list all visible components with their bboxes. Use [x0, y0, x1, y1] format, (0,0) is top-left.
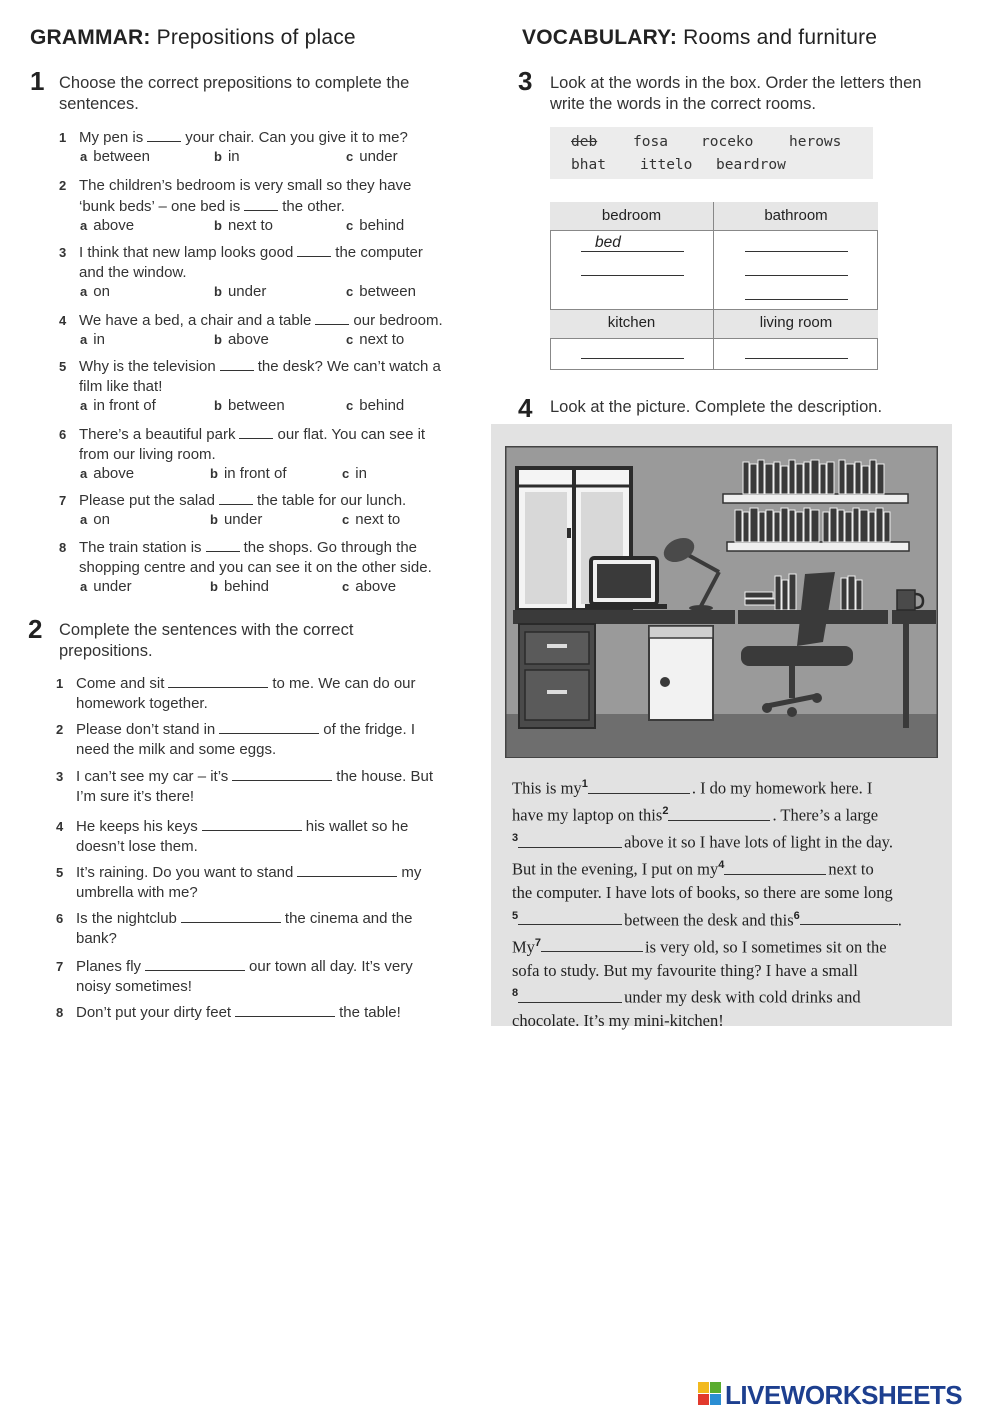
answer-blank[interactable]	[297, 862, 397, 877]
description-text: . I do my homework here. I	[691, 778, 873, 798]
question-text: Is the nightclub	[76, 910, 177, 927]
option-text: between	[227, 397, 285, 414]
bedroom-blank[interactable]	[581, 275, 684, 276]
ex2-question-2	[56, 719, 486, 760]
option-c[interactable]	[342, 465, 367, 482]
question-line	[59, 377, 489, 397]
ex1-question-8	[59, 537, 489, 578]
ex2-instruction-line2: prepositions.	[59, 642, 153, 660]
option-b[interactable]	[214, 148, 240, 165]
option-letter: b	[214, 398, 222, 413]
option-text: next to	[227, 217, 273, 234]
option-b[interactable]	[210, 578, 269, 595]
ex2-question-4	[56, 816, 486, 857]
question-text: the table!	[339, 1004, 401, 1021]
question-text: need the milk and some eggs.	[76, 741, 277, 758]
option-a[interactable]	[80, 465, 134, 482]
question-text: the desk? We can’t watch a	[257, 358, 441, 375]
question-text: I’m sure it’s there!	[76, 788, 195, 805]
question-line	[59, 310, 489, 331]
question-line	[56, 837, 486, 857]
description-line	[512, 800, 942, 827]
room-bathroom: bathroom	[764, 207, 828, 224]
vocabulary-title: Rooms and furniture	[683, 26, 878, 49]
answer-blank[interactable]	[145, 956, 245, 971]
option-letter: c	[346, 284, 354, 299]
word-bhat: bhat	[571, 157, 606, 173]
question-number: 5	[59, 359, 67, 374]
option-text: next to	[355, 511, 401, 528]
word-roceko: roceko	[701, 134, 754, 150]
question-text: my	[401, 864, 422, 881]
question-line	[56, 929, 486, 949]
answer-blank[interactable]	[235, 1002, 335, 1017]
option-letter: a	[80, 332, 88, 347]
option-letter: a	[80, 579, 88, 594]
word-fosa: fosa	[633, 134, 668, 150]
question-line	[59, 558, 489, 578]
description-text: This is my	[512, 778, 582, 798]
question-line	[56, 740, 486, 760]
question-text: homework together.	[76, 695, 208, 712]
option-letter: b	[210, 466, 218, 481]
option-b[interactable]	[214, 217, 273, 234]
description-text: chocolate. It’s my mini-kitchen!	[512, 1011, 724, 1030]
logo-mark	[698, 1382, 722, 1406]
ex4-panel	[491, 424, 952, 1030]
question-line	[59, 127, 489, 148]
answer-blank[interactable]	[202, 816, 302, 831]
ex1-instruction-line1: Choose the correct prepositions to complete the	[59, 74, 410, 92]
answer-blank[interactable]	[239, 424, 273, 439]
gap-blank[interactable]	[518, 909, 622, 925]
gap-blank[interactable]	[668, 805, 770, 821]
description-line	[512, 982, 942, 1009]
description-text: My	[512, 937, 535, 956]
question-line	[56, 883, 486, 903]
grammar-label: GRAMMAR:	[30, 26, 151, 49]
option-letter: c	[346, 218, 354, 233]
option-letter: c	[342, 579, 350, 594]
option-text: in	[355, 465, 367, 482]
ex2-question-6	[56, 908, 486, 949]
ex4-description	[512, 773, 942, 1033]
option-c[interactable]	[342, 511, 400, 528]
gap-number: 5	[512, 909, 519, 922]
mini-fridge	[649, 626, 713, 720]
question-text: umbrella with me?	[76, 884, 198, 901]
question-text: I can’t see my car – it’s	[76, 768, 229, 785]
answer-blank[interactable]	[219, 490, 253, 505]
option-letter: a	[80, 512, 88, 527]
question-text: There’s a beautiful park	[79, 426, 236, 443]
answer-blank[interactable]	[232, 766, 332, 781]
option-b[interactable]	[214, 283, 266, 300]
description-text: .	[897, 910, 902, 929]
option-letter: c	[342, 466, 350, 481]
ex2-question-7	[56, 956, 486, 997]
question-text: his wallet so he	[305, 818, 409, 835]
study-room-illustration	[505, 446, 938, 758]
option-letter: b	[214, 284, 222, 299]
question-line	[59, 445, 489, 465]
description-text: have my laptop on this	[512, 805, 663, 825]
option-letter: b	[214, 149, 222, 164]
ex1-question-4	[59, 310, 489, 331]
option-letter: b	[214, 218, 222, 233]
ex1-number: 1	[30, 66, 45, 96]
question-text: Please put the salad	[79, 492, 215, 509]
gap-number: 1	[581, 778, 588, 790]
gap-number: 4	[718, 859, 725, 871]
ex1-question-6	[59, 424, 489, 465]
rooms-table	[550, 202, 878, 370]
option-text: on	[93, 283, 110, 300]
option-c[interactable]	[342, 578, 396, 595]
laptop	[585, 558, 667, 609]
description-line	[512, 881, 942, 905]
ex2-question-5	[56, 862, 486, 903]
description-text: next to	[828, 859, 874, 879]
room-kitchen: kitchen	[607, 314, 656, 331]
answer-blank[interactable]	[244, 196, 278, 211]
question-line	[59, 537, 489, 558]
option-letter: a	[80, 284, 88, 299]
answer-blank[interactable]	[181, 908, 281, 923]
option-text: above	[93, 465, 135, 482]
question-text: Why is the television	[79, 358, 216, 375]
room-living-room: living room	[759, 314, 833, 331]
question-line	[59, 263, 489, 283]
question-number: 2	[56, 722, 64, 737]
question-line	[59, 490, 489, 511]
question-line	[56, 908, 486, 929]
question-text: noisy sometimes!	[76, 978, 192, 995]
question-text: film like that!	[79, 378, 163, 395]
description-text: But in the evening, I put on my	[512, 859, 719, 879]
question-text: ‘bunk beds’ – one bed is	[79, 198, 241, 215]
option-letter: a	[80, 218, 88, 233]
bathroom-blank-1[interactable]	[745, 251, 848, 252]
word-ittelo: ittelo	[640, 157, 693, 173]
option-text: under	[93, 578, 132, 595]
question-text: We have a bed, a chair and a table	[79, 312, 312, 329]
question-number: 7	[59, 493, 67, 508]
option-a[interactable]	[80, 578, 132, 595]
description-text: above it so I have lots of light in the day.	[624, 832, 893, 852]
question-text: the house. But	[336, 768, 434, 785]
living-room-blank[interactable]	[745, 358, 848, 359]
question-number: 4	[56, 819, 64, 834]
option-text: above	[355, 578, 397, 595]
bathroom-blank-3[interactable]	[745, 299, 848, 300]
answer-blank[interactable]	[168, 673, 268, 688]
ex2-question-8	[56, 1002, 486, 1023]
ex3-instruction	[550, 73, 921, 115]
gap-blank[interactable]	[588, 778, 690, 794]
option-b[interactable]	[210, 465, 287, 482]
question-number: 6	[56, 911, 64, 926]
question-text: our bedroom.	[353, 312, 443, 329]
option-letter: b	[214, 332, 222, 347]
room-bedroom: bedroom	[601, 207, 662, 224]
question-text: the other.	[282, 198, 345, 215]
option-letter: b	[210, 579, 218, 594]
question-text: of the fridge. I	[323, 721, 415, 738]
option-text: in	[227, 148, 240, 165]
vocabulary-header	[522, 26, 877, 50]
answer-blank[interactable]	[219, 719, 319, 734]
option-text: on	[93, 511, 110, 528]
option-c[interactable]	[346, 283, 416, 300]
question-line	[56, 862, 486, 883]
option-c[interactable]	[346, 331, 404, 348]
question-text: He keeps his keys	[76, 818, 198, 835]
question-text: the computer	[335, 244, 423, 261]
gap-blank[interactable]	[800, 909, 898, 925]
question-text: from our living room.	[79, 446, 216, 463]
ex2-question-3	[56, 766, 486, 807]
description-text: under my desk with cold drinks and	[624, 987, 861, 1007]
gap-number: 3	[512, 832, 519, 844]
question-text: the shops. Go through the	[243, 539, 418, 556]
answer-blank[interactable]	[220, 356, 254, 371]
option-letter: c	[346, 398, 354, 413]
question-text: The children’s bedroom is very small so they have	[79, 177, 412, 194]
gap-blank[interactable]	[518, 832, 622, 848]
ex1-question-5	[59, 356, 489, 397]
description-text: the computer. I have lots of books, so there are some long	[512, 883, 893, 902]
option-text: under	[359, 148, 398, 165]
question-text: the cinema and the	[284, 910, 413, 927]
question-text: our flat. You can see it	[277, 426, 426, 443]
question-number: 8	[56, 1005, 64, 1020]
option-c[interactable]	[346, 397, 404, 414]
option-text: behind	[359, 397, 405, 414]
question-text: It’s raining. Do you want to stand	[76, 864, 294, 881]
question-text: My pen is	[79, 129, 144, 146]
description-line	[512, 827, 942, 854]
answer-blank[interactable]	[297, 242, 331, 257]
description-text: sofa to study. But my favourite thing? I have a small	[512, 960, 858, 980]
gap-number: 2	[662, 805, 669, 817]
description-line	[512, 1009, 942, 1033]
grammar-title: Prepositions of place	[156, 26, 356, 49]
option-text: in front of	[93, 397, 156, 414]
option-a[interactable]	[80, 217, 134, 234]
question-text: Planes fly	[76, 958, 142, 975]
example-answer-bed: bed	[581, 234, 684, 252]
question-text: Come and sit	[76, 675, 165, 692]
option-text: behind	[223, 578, 269, 595]
option-a[interactable]	[80, 331, 105, 348]
gap-blank[interactable]	[541, 936, 643, 952]
answer-blank[interactable]	[315, 310, 349, 325]
question-text: I think that new lamp looks good	[79, 244, 294, 261]
ex4-instruction: Look at the picture. Complete the description.	[550, 398, 883, 416]
option-letter: c	[342, 512, 350, 527]
kitchen-blank[interactable]	[581, 358, 684, 359]
question-text: The train station is	[79, 539, 202, 556]
option-letter: c	[346, 332, 354, 347]
question-line	[56, 719, 486, 740]
question-line	[56, 694, 486, 714]
option-text: under	[227, 283, 267, 300]
question-text: the table for our lunch.	[256, 492, 407, 509]
ex1-instruction-line2: sentences.	[59, 95, 139, 113]
question-number: 6	[59, 427, 67, 442]
question-line	[59, 424, 489, 445]
question-number: 7	[56, 959, 64, 974]
question-number: 4	[59, 313, 67, 328]
option-text: next to	[359, 331, 405, 348]
description-line	[512, 773, 942, 800]
ex1-question-3	[59, 242, 489, 283]
ex2-instruction-line1: Complete the sentences with the correct	[59, 621, 354, 639]
option-letter: a	[80, 466, 88, 481]
question-text: to me. We can do our	[272, 675, 416, 692]
option-text: between	[93, 148, 150, 165]
option-c[interactable]	[346, 217, 404, 234]
ex2-instruction	[59, 620, 353, 662]
question-line	[56, 766, 486, 787]
gap-number: 7	[534, 936, 542, 949]
option-text: in front of	[223, 465, 287, 482]
option-text: behind	[359, 217, 405, 234]
question-text: Don’t put your dirty feet	[76, 1004, 232, 1021]
option-letter: a	[80, 149, 88, 164]
question-text: doesn’t lose them.	[76, 838, 198, 855]
ex1-instruction	[59, 73, 409, 115]
word-deb: deb	[571, 134, 598, 150]
question-number: 1	[59, 130, 67, 145]
ex2-number: 2	[28, 614, 43, 644]
ex3-instruction-line2: write the words in the correct rooms.	[550, 95, 816, 113]
option-letter: c	[346, 149, 354, 164]
ex1-question-7	[59, 490, 489, 511]
question-number: 3	[59, 245, 67, 260]
option-b[interactable]	[214, 397, 285, 414]
question-text: your chair. Can you give it to me?	[185, 129, 408, 146]
option-b[interactable]	[210, 511, 262, 528]
ex3-number: 3	[518, 66, 533, 96]
option-text: above	[93, 217, 135, 234]
grammar-header	[30, 26, 356, 50]
option-text: above	[227, 331, 269, 348]
question-line	[56, 787, 486, 807]
description-text: between the desk and this	[624, 910, 794, 929]
description-text: is very old, so I sometimes sit on the	[645, 937, 887, 956]
question-number: 8	[59, 540, 67, 555]
gap-blank[interactable]	[724, 859, 826, 875]
question-number: 2	[59, 178, 67, 193]
option-a[interactable]	[80, 148, 150, 165]
word-herows: herows	[789, 134, 842, 150]
option-b[interactable]	[214, 331, 269, 348]
option-c[interactable]	[346, 148, 398, 165]
description-text: . There’s a large	[772, 805, 879, 825]
question-line	[56, 1002, 486, 1023]
question-text: Please don’t stand in	[76, 721, 216, 738]
gap-number: 6	[793, 909, 800, 922]
option-text: under	[223, 511, 263, 528]
logo-text: LIVEWORKSHEETS	[725, 1380, 963, 1410]
bathroom-blank-2[interactable]	[745, 275, 848, 276]
option-text: between	[359, 283, 416, 300]
option-a[interactable]	[80, 511, 110, 528]
ex1-question-2	[59, 176, 489, 217]
question-line	[56, 816, 486, 837]
word-box	[550, 127, 873, 179]
question-number: 3	[56, 769, 64, 784]
question-text: our town all day. It’s very	[249, 958, 413, 975]
question-line	[59, 356, 489, 377]
ex2-question-1	[56, 673, 486, 714]
option-letter: a	[80, 398, 88, 413]
gap-number: 8	[512, 987, 519, 999]
ex3-instruction-line1: Look at the words in the box. Order the letters then	[550, 74, 922, 92]
answer-blank[interactable]	[147, 127, 181, 142]
option-a[interactable]	[80, 283, 110, 300]
option-letter: b	[210, 512, 218, 527]
ex4-number: 4	[518, 393, 533, 423]
question-line	[56, 977, 486, 997]
question-line	[56, 673, 486, 694]
description-line	[512, 854, 942, 881]
gap-blank[interactable]	[518, 987, 622, 1003]
question-line	[59, 196, 489, 217]
question-text: and the window.	[79, 264, 187, 281]
question-text: shopping centre and you can see it on the other side.	[79, 559, 432, 576]
ex1-question-1	[59, 127, 489, 148]
description-line	[512, 905, 942, 932]
question-text: bank?	[76, 930, 117, 947]
vocabulary-label: VOCABULARY:	[522, 26, 678, 49]
question-number: 5	[56, 865, 64, 880]
question-line	[56, 956, 486, 977]
option-a[interactable]	[80, 397, 156, 414]
question-line	[59, 242, 489, 263]
question-number: 1	[56, 676, 64, 691]
question-line	[59, 176, 489, 196]
description-line	[512, 932, 942, 959]
answer-blank[interactable]	[206, 537, 240, 552]
option-text: in	[93, 331, 105, 348]
description-line	[512, 959, 942, 983]
word-beardrow: beardrow	[716, 157, 786, 173]
